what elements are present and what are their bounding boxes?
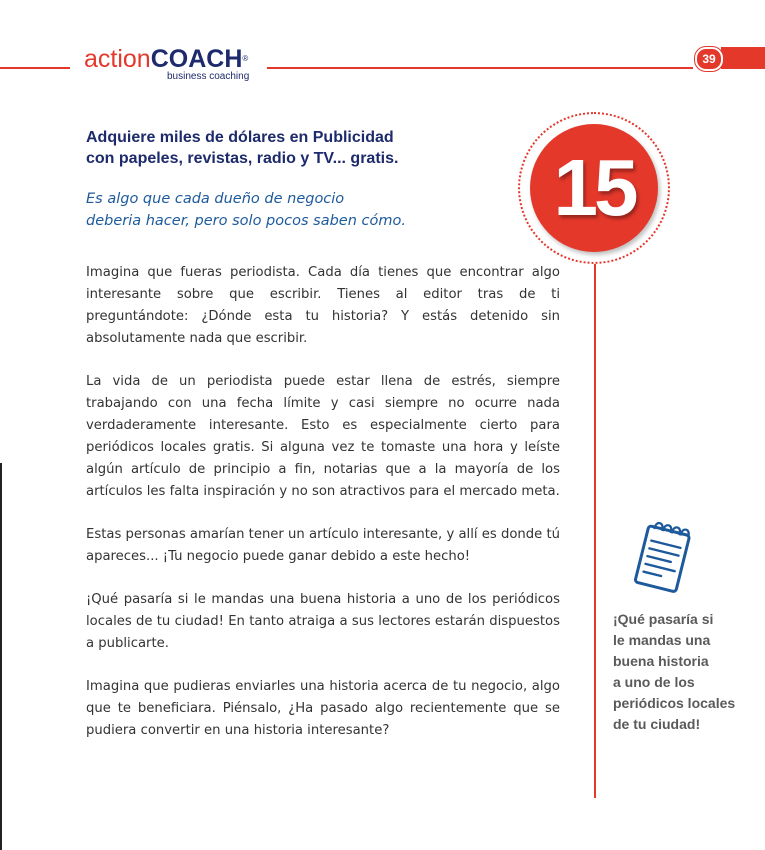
page-tab xyxy=(721,47,765,69)
heading-line-1: Adquiere miles de dólares en Publicidad xyxy=(86,129,394,146)
note-line: ¡Qué pasaría si xyxy=(613,611,714,627)
note-line: le mandas una xyxy=(613,632,711,648)
section-subtitle xyxy=(86,188,506,232)
logo-action-text: action xyxy=(84,45,151,73)
heading-line-2: con papeles, revistas, radio y TV... gratis. xyxy=(86,150,399,167)
section-heading xyxy=(86,127,486,169)
logo-registered-mark: ® xyxy=(242,54,249,63)
body-text xyxy=(86,262,560,763)
subtitle-line-2: deberia hacer, pero solo pocos saben cómo. xyxy=(86,213,406,229)
paragraph-2: La vida de un periodista puede estar llena de estrés, siempre trabajando con una fecha límite y casi siempre no ocurre nada verdaderamente interesante. Esto es especialmente cierto para periódicos locales gratis. Si alguna vez te tomaste una hora y leíste algún artículo de principio a fin, notarias que a la mayoría de los artículos les falta inspiración y no son atractivos para el mercado meta. xyxy=(86,374,560,499)
sidebar-note xyxy=(613,609,753,735)
logo-coach-text: COACH xyxy=(150,45,243,73)
vertical-divider xyxy=(594,264,596,798)
section-number: 15 xyxy=(553,143,635,232)
note-line: buena historia xyxy=(613,653,709,669)
header-rule-left xyxy=(0,67,70,69)
note-line: a uno de los xyxy=(613,674,695,690)
paragraph-3: Estas personas amarían tener un artículo interesante, y allí es donde tú apareces... ¡Tu negocio puede ganar debido a este hecho! xyxy=(86,527,560,564)
subtitle-line-1: Es algo que cada dueño de negocio xyxy=(86,191,345,207)
paragraph-1: Imagina que fueras periodista. Cada día tienes que encontrar algo interesante sobre que escribir. Tienes al editor tras de ti preguntándote: ¿Dónde esta tu historia? Y estás detenido sin absolutamente nada que escribir. xyxy=(86,265,560,346)
header-rule-right xyxy=(267,67,693,69)
note-line: de tu ciudad! xyxy=(613,716,701,732)
notepad-icon xyxy=(627,520,699,600)
logo-subtitle: business coaching xyxy=(167,71,250,82)
note-line: periódicos locales xyxy=(613,695,736,711)
page-edge-line xyxy=(0,463,2,850)
paragraph-4: ¡Qué pasaría si le mandas una buena historia a uno de los periódicos locales de tu ciudad! En tanto atraiga a sus lectores estarán dispuestos a publicarte. xyxy=(86,592,560,651)
actioncoach-logo xyxy=(84,46,264,86)
paragraph-5: Imagina que pudieras enviarles una historia acerca de tu negocio, algo que te beneficiara. Piénsalo, ¿Ha pasado algo recientemente que se pudiera convertir en una historia interesante? xyxy=(86,679,560,738)
page-number: 39 xyxy=(695,47,723,71)
